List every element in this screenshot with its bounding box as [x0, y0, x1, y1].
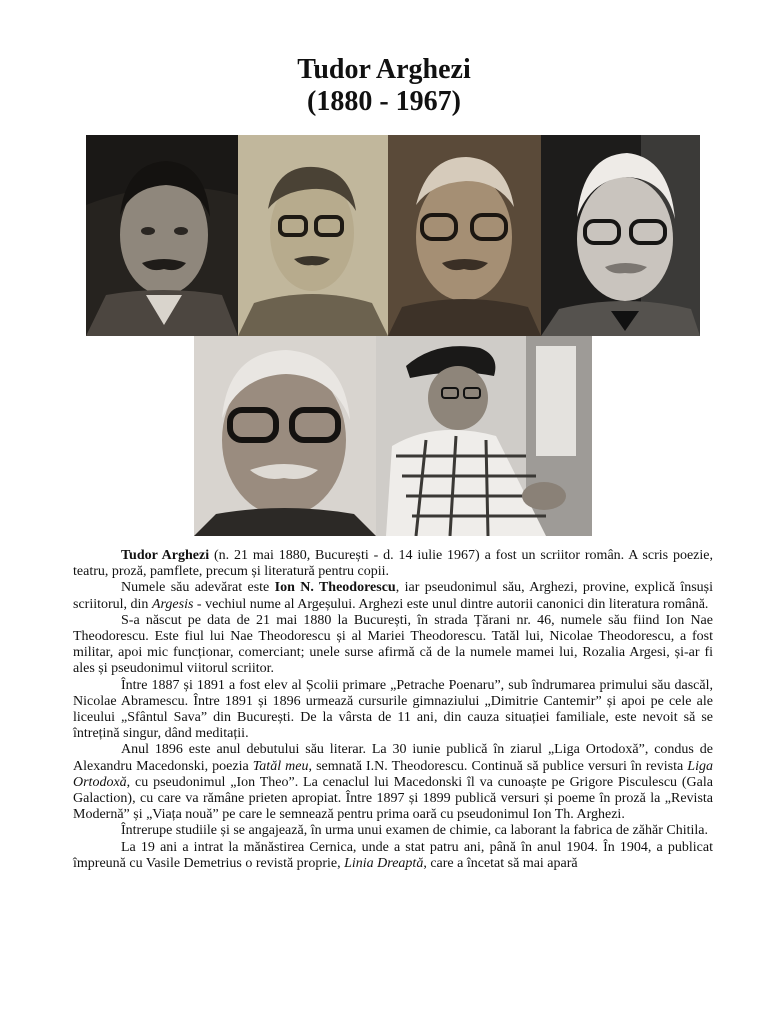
page-title — [0, 54, 768, 118]
paragraph-text: , iar pseudonimul său, Arghezi, provine, explică însuși scriitorul, din — [73, 580, 714, 612]
paragraph-text: , semnată I.N. Theodorescu. Continuă să publice versuri în revista — [308, 758, 688, 774]
title-name: Tudor Arghezi — [297, 54, 471, 85]
biography-text — [73, 548, 713, 872]
biography-paragraph: Întrerupe studiile și se angajează, în urma unui examen de chimie, ca laborant la fabrica de zăhăr Chitila. — [121, 823, 708, 839]
biography-paragraph — [73, 742, 713, 823]
portrait-glasses-sepia — [388, 135, 541, 336]
italic-term: Argesis — [151, 596, 194, 612]
biography-paragraph: S-a născut pe data de 21 mai 1880 la București, în strada Țărani nr. 46, numele său fiind Ion Nae Theodorescu. Este fiul lui Nae Theodorescu și al Mariei Theodorescu. Tatăl lui, Nicolae Theodorescu, a fost militar, apoi mic funcționar, comerciant; unele surse afirmă că de la numele mamei lui, Rozalia Argesi, și-ar fi ales și pseudonimul viitorul scriitor. — [73, 612, 713, 677]
portrait-writing-beret — [376, 336, 592, 536]
title-years: (1880 - 1967) — [307, 86, 461, 117]
portrait-young-mustache — [86, 135, 238, 336]
portrait-elderly-glasses — [194, 336, 376, 536]
paragraph-text: - vechiul nume al Argeșului. Arghezi este unul dintre autorii canonici din literatura română. — [193, 596, 709, 612]
paragraph-text: Numele său adevărat este — [121, 580, 275, 596]
portrait-glasses-sketch — [238, 135, 388, 336]
italic-title: Linia Dreaptă — [344, 855, 424, 871]
paragraph-text: La 19 ani a intrat la mănăstirea Cernica, unde a stat patru ani, până în anul 1904. În 1904, a publicat împreună cu Vasile Demetrius o revistă proprie, — [73, 839, 713, 871]
biography-paragraph — [73, 580, 713, 612]
italic-title: Tatăl meu — [252, 758, 309, 774]
biography-paragraph — [73, 548, 713, 580]
paragraph-text: , cu pseudonimul „Ion Theo”. La cenaclul lui Macedonski îl va cunoaște pe Grigore Pisculescu (Gala Galaction), cu care va rămâne prieten apropiat. Între 1897 și 1899 publică versuri și poeme în proză la „Revista Modernă” și „Viața nouă” pe care le semnează pentru prima oară cu pseudonimul Ion Th. Arghezi. — [73, 774, 713, 823]
bold-name: Tudor Arghezi — [121, 548, 210, 563]
bold-real-name: Ion N. Theodorescu — [274, 580, 396, 596]
portrait-elderly-white-hair — [541, 135, 700, 336]
italic-title: Liga Ortodoxă — [73, 758, 713, 790]
paragraph-text: Anul 1896 este anul debutului său literar. La 30 iunie publică în ziarul „Liga Ortodoxă”, condus de Alexandru Macedonski, poezia — [73, 742, 713, 774]
paragraph-text: , care a încetat să mai apară — [423, 855, 578, 871]
biography-paragraph: Între 1887 și 1891 a fost elev al Școlii primare „Petrache Poenaru”, sub îndrumarea primului său dascăl, Nicolae Abramescu. Între 1891 și 1896 urmează cursurile gimnaziului „Dimitrie Cantemir” și apoi pe cele ale liceului „Sfântul Sava” din București. De la vârsta de 11 ani, din cauza situației familiale, este nevoit să se întrețină singur, dând meditații. — [73, 677, 713, 742]
biography-paragraph — [73, 840, 713, 872]
paragraph-text: (n. 21 mai 1880, București - d. 14 iulie 1967) a fost un scriitor român. A scris poezie, teatru, proză, pamflete, precum și literatură pentru copii. — [73, 548, 713, 580]
